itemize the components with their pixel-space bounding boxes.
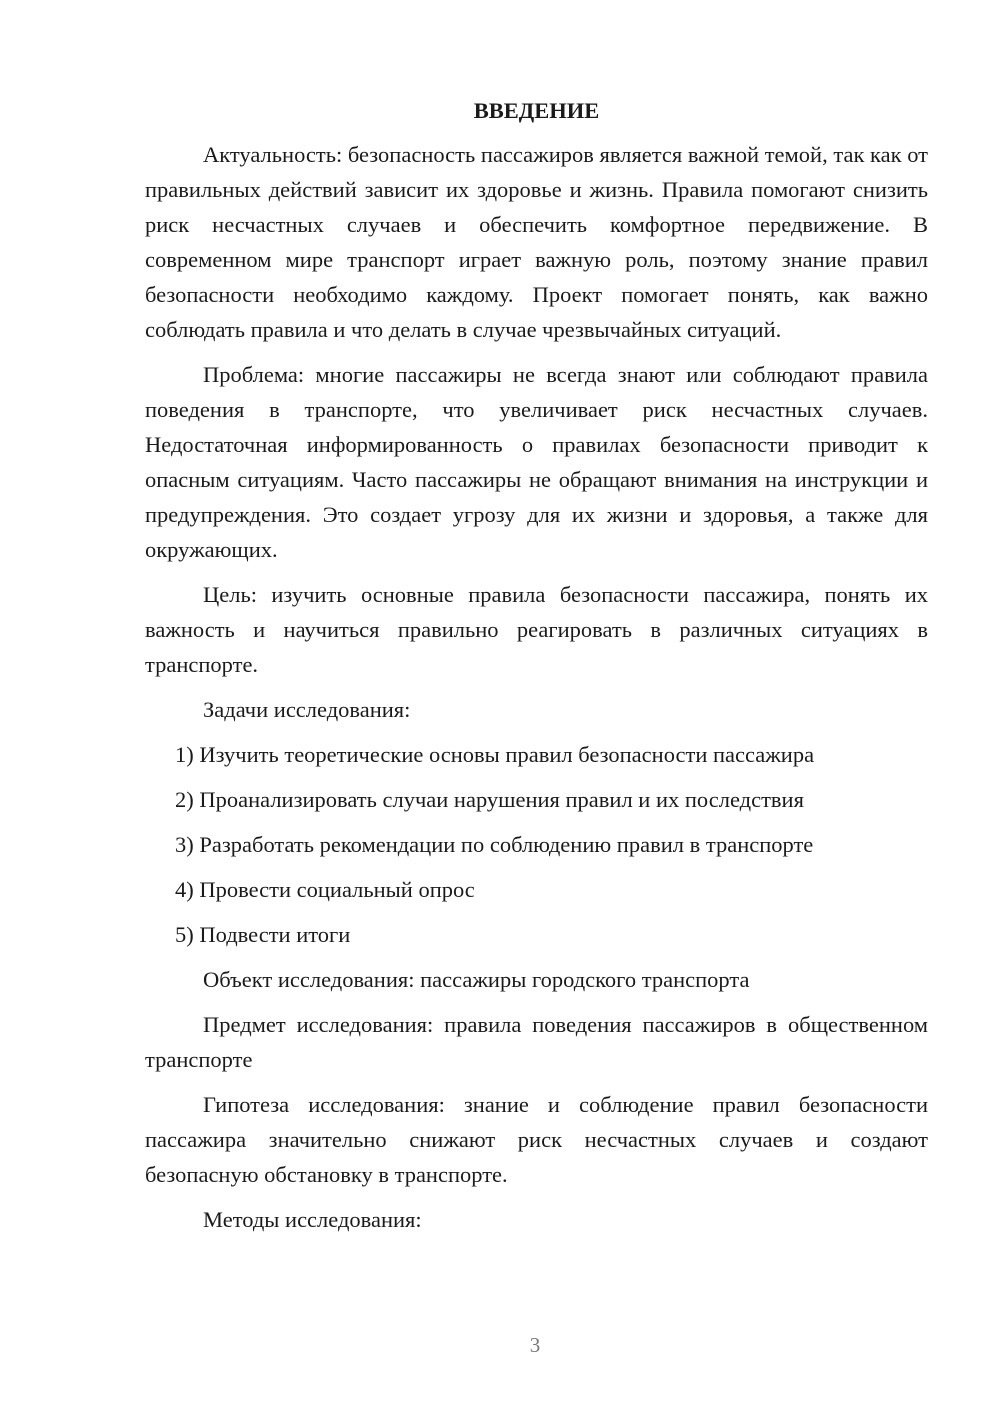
paragraph-relevance: Актуальность: безопасность пассажиров является важной темой, так как от правильных действий зависит их здоровье и жизнь. Правила помогают снизить риск несчастных случаев и обеспечить комфортное передвижение. В современном мире транспорт играет важную роль, поэтому знание правил безопасности необходимо каждому. Проект помогает понять, как важно соблюдать правила и что делать в случае чрезвычайных ситуаций. bbox=[145, 142, 928, 342]
section-title: ВВЕДЕНИЕ bbox=[473, 98, 600, 123]
task-item-3: 3) Разработать рекомендации по соблюдению правил в транспорте bbox=[175, 832, 814, 857]
page-number: 3 bbox=[529, 1333, 541, 1357]
page-content bbox=[145, 93, 928, 1247]
paragraph-hypothesis: Гипотеза исследования: знание и соблюдение правил безопасности пассажира значительно снижают риск несчастных случаев и создают безопасную обстановку в транспорте. bbox=[145, 1092, 928, 1187]
tasks-heading: Задачи исследования: bbox=[203, 697, 411, 722]
paragraph-problem: Проблема: многие пассажиры не всегда знают или соблюдают правила поведения в транспорте, что увеличивает риск несчастных случаев. Недостаточная информированность о правилах безопасности приводит к опасным ситуациям. Часто пассажиры не обращают внимания на инструкции и предупреждения. Это создает угрозу для их жизни и здоровья, а также для окружающих. bbox=[145, 362, 928, 562]
task-item-2: 2) Проанализировать случаи нарушения правил и их последствия bbox=[175, 787, 804, 812]
paragraph-object: Объект исследования: пассажиры городского транспорта bbox=[203, 967, 750, 992]
task-item-4: 4) Провести социальный опрос bbox=[175, 877, 475, 902]
paragraph-goal: Цель: изучить основные правила безопасности пассажира, понять их важность и научиться правильно реагировать в различных ситуациях в транспорте. bbox=[145, 582, 928, 677]
paragraph-subject: Предмет исследования: правила поведения пассажиров в общественном транспорте bbox=[145, 1012, 928, 1072]
task-item-1: 1) Изучить теоретические основы правил безопасности пассажира bbox=[175, 742, 815, 767]
task-item-5: 5) Подвести итоги bbox=[175, 922, 351, 947]
methods-heading: Методы исследования: bbox=[203, 1207, 422, 1232]
